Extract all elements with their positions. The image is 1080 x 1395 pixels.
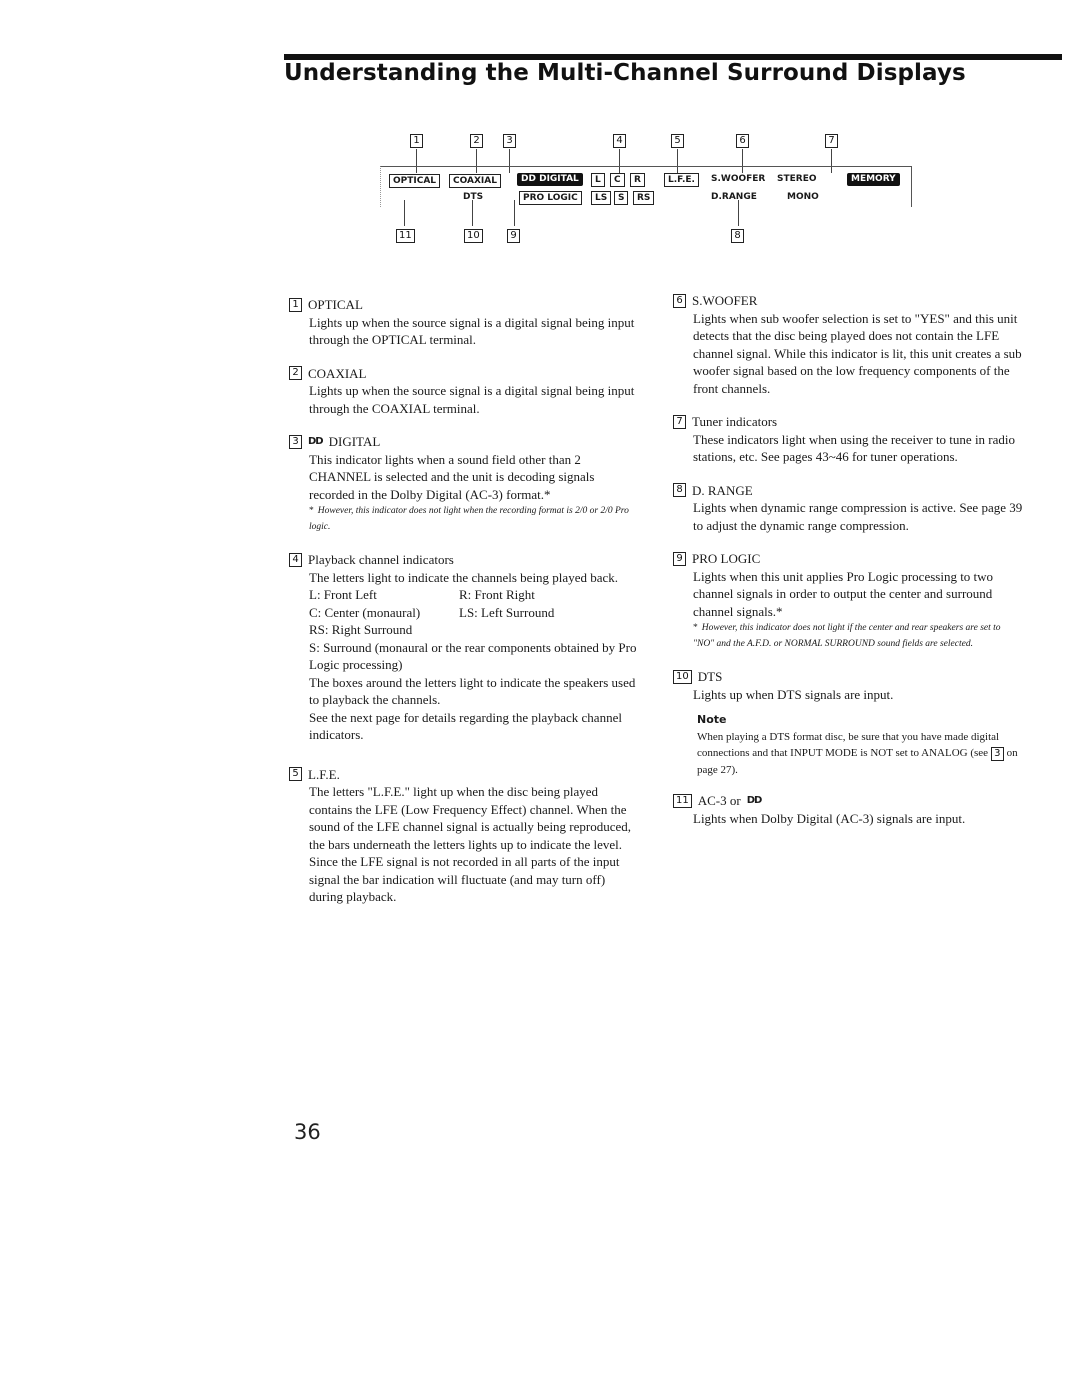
dolby-logo: DD <box>308 436 323 447</box>
item-body: The letters light to indicate the channels being played back. <box>309 569 619 585</box>
item-optical <box>289 296 639 349</box>
item-title: S.WOOFER <box>692 293 758 308</box>
item-body: This indicator lights when a sound field other than 2 CHANNEL is selected and the unit is decoding signals recorded in the Dolby Digital (AC-3) format.* <box>309 451 595 502</box>
callout-1: 1 <box>410 134 423 148</box>
channel-legend <box>309 586 639 621</box>
item-dts <box>673 668 1023 703</box>
callout-4: 4 <box>613 134 626 148</box>
callout-11: 11 <box>396 229 415 243</box>
item-body: Lights up when DTS signals are input. <box>693 686 894 702</box>
item-number: 2 <box>289 366 302 380</box>
legend-entry: C: Center (monaural) <box>309 604 421 620</box>
callout-6: 6 <box>736 134 749 148</box>
channel-r-indicator: R <box>630 173 645 187</box>
lfe-indicator: L.F.E. <box>664 173 699 187</box>
item-tuner <box>673 413 1023 466</box>
channel-rs-indicator: RS <box>633 191 654 205</box>
item-body: Lights up when the source signal is a digital signal being input through the OPTICAL terminal. <box>309 314 635 347</box>
footnote-mark: * <box>309 506 314 516</box>
item-body: The boxes around the letters light to indicate the speakers used to playback the channels. <box>309 674 636 707</box>
item-digital <box>289 433 639 535</box>
item-body: Lights when dynamic range compression is active. See page 39 to adjust the dynamic range compression. <box>693 500 1023 533</box>
item-title: OPTICAL <box>308 297 363 312</box>
item-number: 6 <box>673 294 686 308</box>
item-number: 8 <box>673 483 686 497</box>
left-column <box>289 296 639 922</box>
item-ac3 <box>673 792 1023 827</box>
optical-indicator: OPTICAL <box>389 174 440 188</box>
note-text-end: on page 27). <box>697 747 1018 776</box>
footnote-mark: * <box>693 623 698 633</box>
channel-s-indicator: S <box>614 191 628 205</box>
item-number: 7 <box>673 415 686 429</box>
callout-9: 9 <box>507 229 520 243</box>
item-number: 3 <box>289 435 302 449</box>
dts-indicator: DTS <box>463 192 484 202</box>
item-title: PRO LOGIC <box>692 551 761 566</box>
item-coaxial <box>289 365 639 418</box>
item-body: Lights when sub woofer selection is set to "YES" and this unit detects that the disc being played does not contain the LFE channel signal. While this indicator is lit, this unit creates a sub woofer signal based on the low frequency components of the front channels. <box>693 310 1022 396</box>
drange-indicator: D.RANGE <box>711 192 757 202</box>
note-ref-number: 3 <box>991 747 1004 761</box>
item-number: 1 <box>289 298 302 312</box>
item-title: DTS <box>697 669 723 684</box>
item-drange <box>673 482 1023 535</box>
item-number: 4 <box>289 553 302 567</box>
callout-3: 3 <box>503 134 516 148</box>
channel-ls-indicator: LS <box>591 191 611 205</box>
callout-2: 2 <box>470 134 483 148</box>
item-body: Lights when Dolby Digital (AC-3) signals are input. <box>693 810 966 826</box>
callout-5: 5 <box>671 134 684 148</box>
item-body: The letters "L.F.E." light up when the disc being played contains the LFE (Low Frequency Effect) channel. When the sound of the LFE channel signal is actually being reproduced, the bars underneath the letters lights up to indicate the level. Since the LFE signal is not recorded in all parts of the input signal the bar indication will fluctuate (and may turn off) during playback. <box>309 784 632 904</box>
item-number: 10 <box>673 670 692 684</box>
item-title: L.F.E. <box>308 766 340 782</box>
footnote <box>673 620 1023 652</box>
item-pro-logic <box>673 550 1023 652</box>
channel-l-indicator: L <box>591 173 605 187</box>
callout-7: 7 <box>825 134 838 148</box>
memory-indicator: MEMORY <box>847 173 900 186</box>
page-number: 36 <box>294 1120 321 1144</box>
stereo-indicator: STEREO <box>777 174 817 184</box>
item-playback-channels <box>289 551 639 744</box>
dolby-logo: DD <box>521 174 536 184</box>
item-title: COAXIAL <box>308 365 367 381</box>
channel-c-indicator: C <box>610 173 625 187</box>
digital-label: DIGITAL <box>539 174 579 184</box>
item-title: AC-3 or <box>697 793 741 808</box>
digital-indicator <box>517 173 583 186</box>
legend-entry: LS: Left Surround <box>459 604 555 620</box>
item-swoofer <box>673 292 1023 397</box>
swoofer-indicator: S.WOOFER <box>711 174 766 184</box>
item-body: Lights up when the source signal is a digital signal being input through the COAXIAL terminal. <box>309 383 635 416</box>
legend-entry: S: Surround (monaural or the rear components obtained by Pro Logic processing) <box>309 639 637 672</box>
display-panel <box>380 166 912 207</box>
note-heading: Note <box>697 713 727 726</box>
item-body: Lights when this unit applies Pro Logic processing to two channel signals in order to output the center and surround channel signals.* <box>693 568 994 619</box>
footnote-text: However, this indicator does not light when the recording format is 2/0 or 2/0 Pro logic. <box>309 506 629 532</box>
pro-logic-indicator: PRO LOGIC <box>519 191 582 205</box>
note-text-start: When playing a DTS format disc, be sure that you have made digital connections and that INPUT MODE is NOT set to ANALOG (see <box>697 730 1000 759</box>
item-title: Tuner indicators <box>692 414 778 429</box>
coaxial-indicator: COAXIAL <box>449 174 501 188</box>
note-text <box>673 729 1023 779</box>
footnote <box>289 503 639 535</box>
legend-entry: L: Front Left <box>309 587 377 602</box>
right-column <box>673 292 1023 843</box>
mono-indicator: MONO <box>787 192 819 202</box>
item-body: These indicators light when using the receiver to tune in radio stations, etc. See pages 43~46 for tuner operations. <box>693 431 1016 464</box>
item-number: 11 <box>673 794 692 808</box>
footnote-text: However, this indicator does not light if the center and rear speakers are set to "NO" and the A.F.D. or NORMAL SURROUND sound fields are selected. <box>693 623 1001 649</box>
callout-8: 8 <box>731 229 744 243</box>
item-title: Playback channel indicators <box>308 552 454 567</box>
item-body: See the next page for details regarding the playback channel indicators. <box>309 709 622 742</box>
item-title: DIGITAL <box>328 434 381 449</box>
item-title: D. RANGE <box>692 482 753 498</box>
dolby-logo: DD <box>746 795 762 806</box>
page-title: Understanding the Multi-Channel Surround Displays <box>284 60 966 86</box>
item-number: 5 <box>289 767 302 781</box>
callout-10: 10 <box>464 229 483 243</box>
legend-entry: R: Front Right <box>459 587 535 602</box>
item-lfe <box>289 766 639 906</box>
legend-entry: RS: Right Surround <box>309 622 413 637</box>
item-number: 9 <box>673 552 686 566</box>
